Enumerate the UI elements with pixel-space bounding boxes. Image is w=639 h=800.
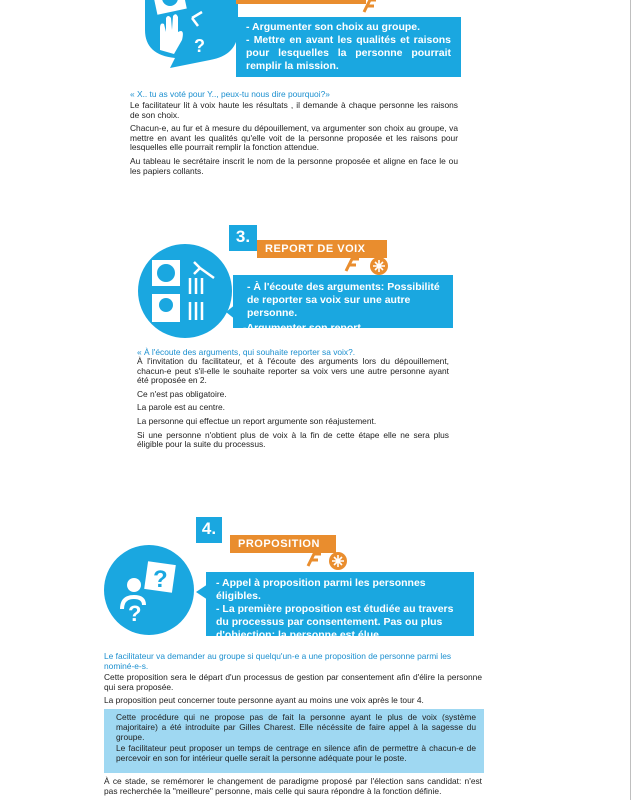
step3-paragraph-5: Si une personne n'obtient plus de voix à la fin de cette étape elle ne sera plus éligible pour la suite du processus. <box>137 429 449 450</box>
svg-text:?: ? <box>153 566 168 593</box>
step4-bullet-1: - Appel à proposition parmi les personnes éligibles. <box>216 577 426 602</box>
step3-paragraph-3: La parole est au centre. <box>137 402 225 413</box>
step4-illustration <box>104 545 194 635</box>
step4-note-2: Le facilitateur peut proposer un temps de centrage en silence afin de permettre à chacun-e de percevoir en son for intérieur quelle serait la personne adéquate pour le poste. <box>116 743 476 764</box>
step2-f-icon <box>362 0 382 16</box>
step3-text <box>137 357 449 454</box>
step3-title: REPORT DE VOIX <box>257 240 387 258</box>
step4-f-icon <box>305 551 327 569</box>
step3-bullet-1: - À l'écoute des arguments: Possibilité de reporter sa voix sur une autre personne. <box>247 281 440 319</box>
step4-paragraph-1: Cette proposition sera le départ d'un processus de gestion par consentement afin d'élire la personne qui sera proposée. <box>104 672 482 692</box>
step4-text <box>104 673 482 710</box>
step2-paragraph-2: Chacun-e, au fur et à mesure du dépouillement, va argumenter son choix au groupe, va mettre en avant les qualités qu'elle voit de la personne proposée et les raisons pour lesquelles elle pourrait remplir la fonction attendue. <box>130 123 458 153</box>
step3-bullet-2: -Argumenter son report. <box>243 322 364 334</box>
step4-star-icon <box>328 551 348 571</box>
step4-closing-text: À ce stade, se remémorer le changement de paradigme proposé par l'élection sans candidat: n'est pas recherchée la "meilleure" personne, mais celle qui saura répondre à la fonction définie. <box>104 776 482 796</box>
step4-bullet-box <box>206 572 474 641</box>
step3-paragraph-4: La personne qui effectue un report argumente son réajustement. <box>137 415 377 426</box>
step3-f-icon <box>343 256 365 274</box>
step4-quote: Le facilitateur va demander au groupe si quelqu'un-e a une proposition de personne parmi les nominé-e-s. <box>104 651 452 671</box>
step4-title: PROPOSITION <box>230 535 336 553</box>
step3-star-icon <box>369 256 389 276</box>
step2-bullet-box <box>236 17 461 77</box>
step4-number: 4. <box>196 517 222 543</box>
step3-paragraph-2: Ce n'est pas obligatoire. <box>137 388 227 399</box>
step2-illustration <box>130 0 240 70</box>
svg-text:?: ? <box>194 36 205 56</box>
step2-text <box>130 101 458 180</box>
step4-closing <box>104 777 482 800</box>
step4-note-box <box>104 709 484 773</box>
step2-paragraph-3: Au tableau le secrétaire inscrit le nom de la personne proposée et aligne en face le ou les papiers collants. <box>130 155 458 176</box>
step2-bullet-1: - Argumenter son choix au groupe. <box>246 21 421 33</box>
step2-paragraph-1: Le facilitateur lit à voix haute les résultats , il demande à chaque personne les raisons de son choix. <box>130 100 458 120</box>
step3-illustration <box>138 244 232 338</box>
step2-bullet-2: - Mettre en avant les qualités et raisons pour lesquelles la personne pourrait remplir la mission. <box>246 34 451 72</box>
step3-paragraph-1: À l'invitation du facilitateur, et à l'écoute des arguments lors du dépouillement, chacun-e peut s'il-elle le souhaite reporter sa voix vers une autre personne ayant été proposée en 2. <box>137 356 449 386</box>
step4-bullet-2: - La première proposition est étudiée au travers du processus par consentement. Pas ou plus d'objection: la personne est élue. <box>216 603 454 641</box>
step2-label-tail <box>236 0 366 4</box>
step3-quote: « À l'écoute des arguments, qui souhaite reporter sa voix?. <box>137 347 356 357</box>
step3-bullet-box <box>233 275 453 334</box>
step4-paragraph-2: La proposition peut concerner toute personne ayant au moins une voix après le tour 4. <box>104 695 424 706</box>
svg-text:?: ? <box>128 601 142 626</box>
step3-number: 3. <box>229 225 257 251</box>
step2-quote: « X.. tu as voté pour Y.., peux-tu nous dire pourquoi?» <box>130 89 330 99</box>
step4-note-1: Cette procédure qui ne propose pas de fait la personne ayant le plus de voix (système majoritaire) a été introduite par Gilles Charest. Elle nécéssite de faire appel à la sagesse du groupe. <box>116 712 476 742</box>
